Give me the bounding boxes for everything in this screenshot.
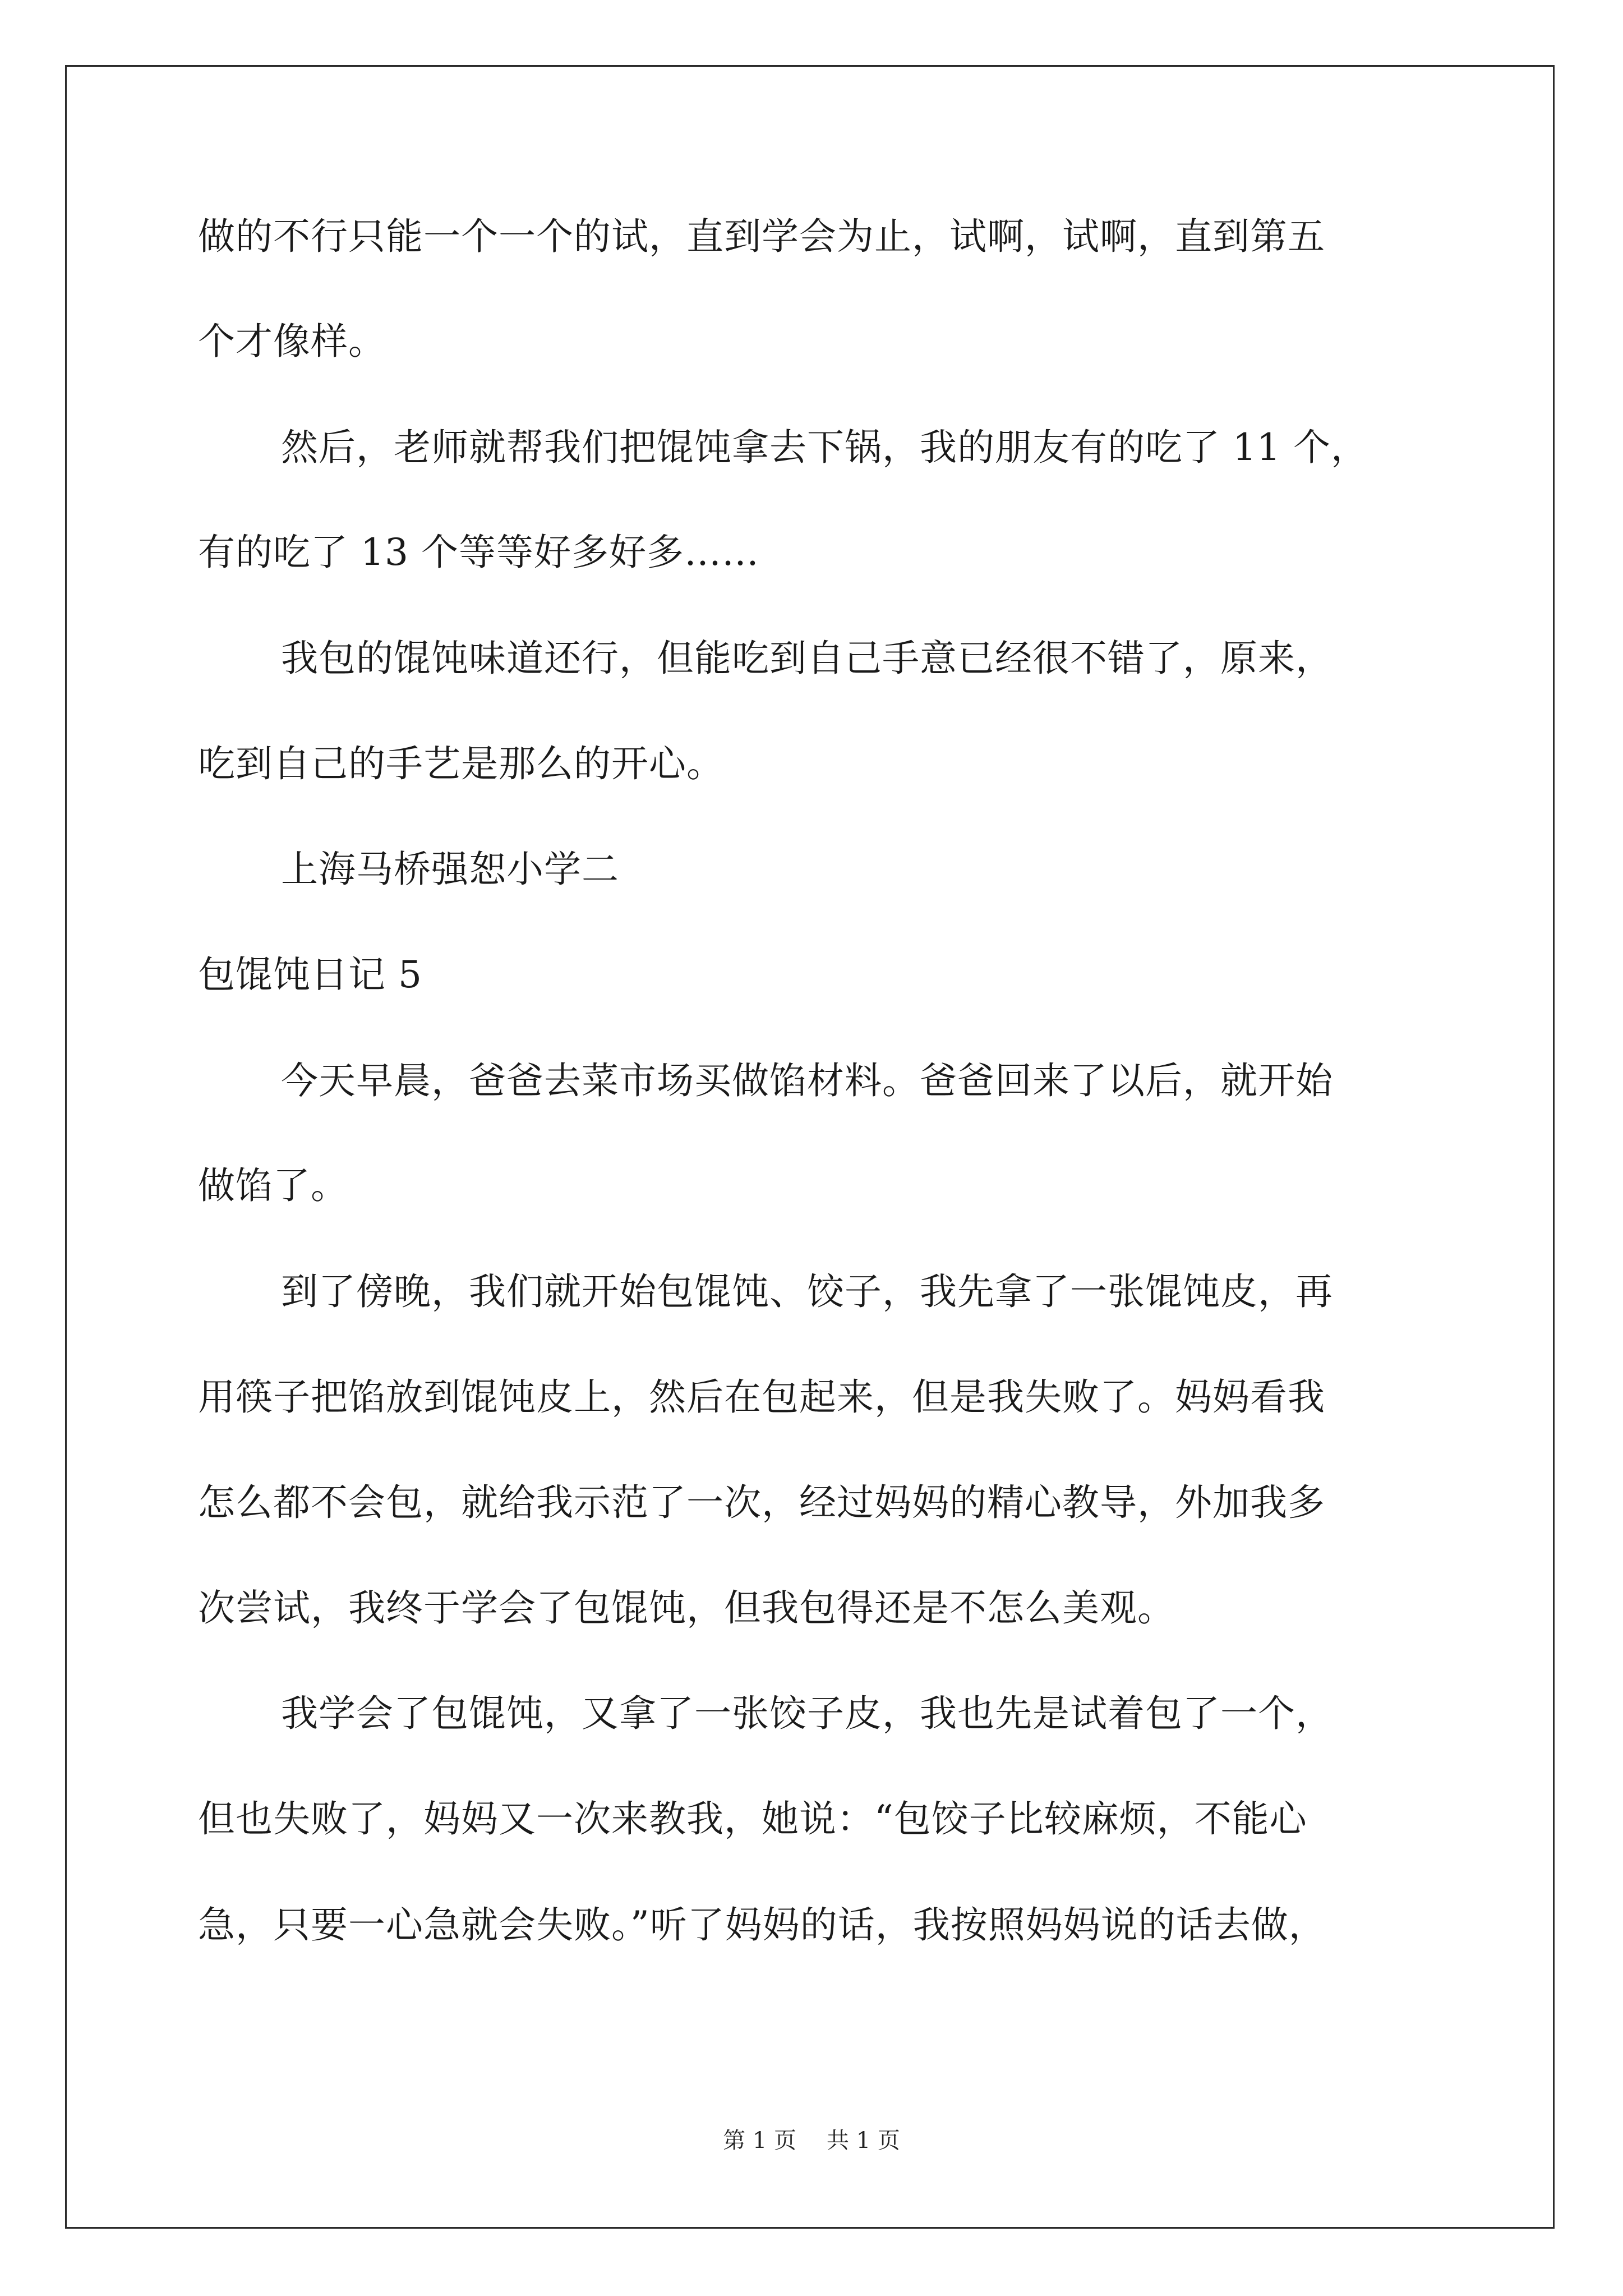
diary-title: 包馄饨日记 5 [198, 953, 422, 996]
text-line: 有的吃了 13 个等等好多好多…… [198, 531, 759, 574]
text-line: 做馅了。 [198, 1164, 348, 1207]
page-footer [0, 2127, 1623, 2154]
text-line: 用筷子把馅放到馄饨皮上，然后在包起来，但是我失败了。妈妈看我 [198, 1375, 1325, 1419]
paragraph-start: 到了傍晚，我们就开始包馄饨、饺子，我先拿了一张馄饨皮，再 [281, 1270, 1333, 1313]
paragraph-start: 今天早晨，爸爸去菜市场买做馅材料。爸爸回来了以后，就开始 [281, 1059, 1333, 1102]
paragraph-start: 我包的馄饨味道还行，但能吃到自己手意已经很不错了，原来， [281, 637, 1333, 680]
text-line: 做的不行只能一个一个的试，直到学会为止，试啊，试啊，直到第五 [198, 215, 1325, 258]
text-line: 吃到自己的手艺是那么的开心。 [198, 742, 724, 785]
page-number: 第 1 页 [723, 2128, 796, 2154]
page-total: 共 1 页 [827, 2128, 900, 2154]
school-name: 上海马桥强恕小学二 [281, 848, 619, 891]
paragraph-start: 我学会了包馄饨，又拿了一张饺子皮，我也先是试着包了一个， [281, 1692, 1333, 1735]
text-line: 急，只要一心急就会失败。”听了妈妈的话，我按照妈妈说的话去做， [198, 1903, 1326, 1947]
paragraph-start: 然后，老师就帮我们把馄饨拿去下锅，我的朋友有的吃了 11 个， [281, 426, 1368, 469]
text-line: 个才像样。 [198, 320, 386, 363]
text-line: 但也失败了，妈妈又一次来教我，她说：“包饺子比较麻烦，不能心 [198, 1797, 1307, 1841]
text-line: 次尝试，我终于学会了包馄饨，但我包得还是不怎么美观。 [198, 1586, 1175, 1630]
text-line: 怎么都不会包，就给我示范了一次，经过妈妈的精心教导，外加我多 [198, 1481, 1325, 1524]
